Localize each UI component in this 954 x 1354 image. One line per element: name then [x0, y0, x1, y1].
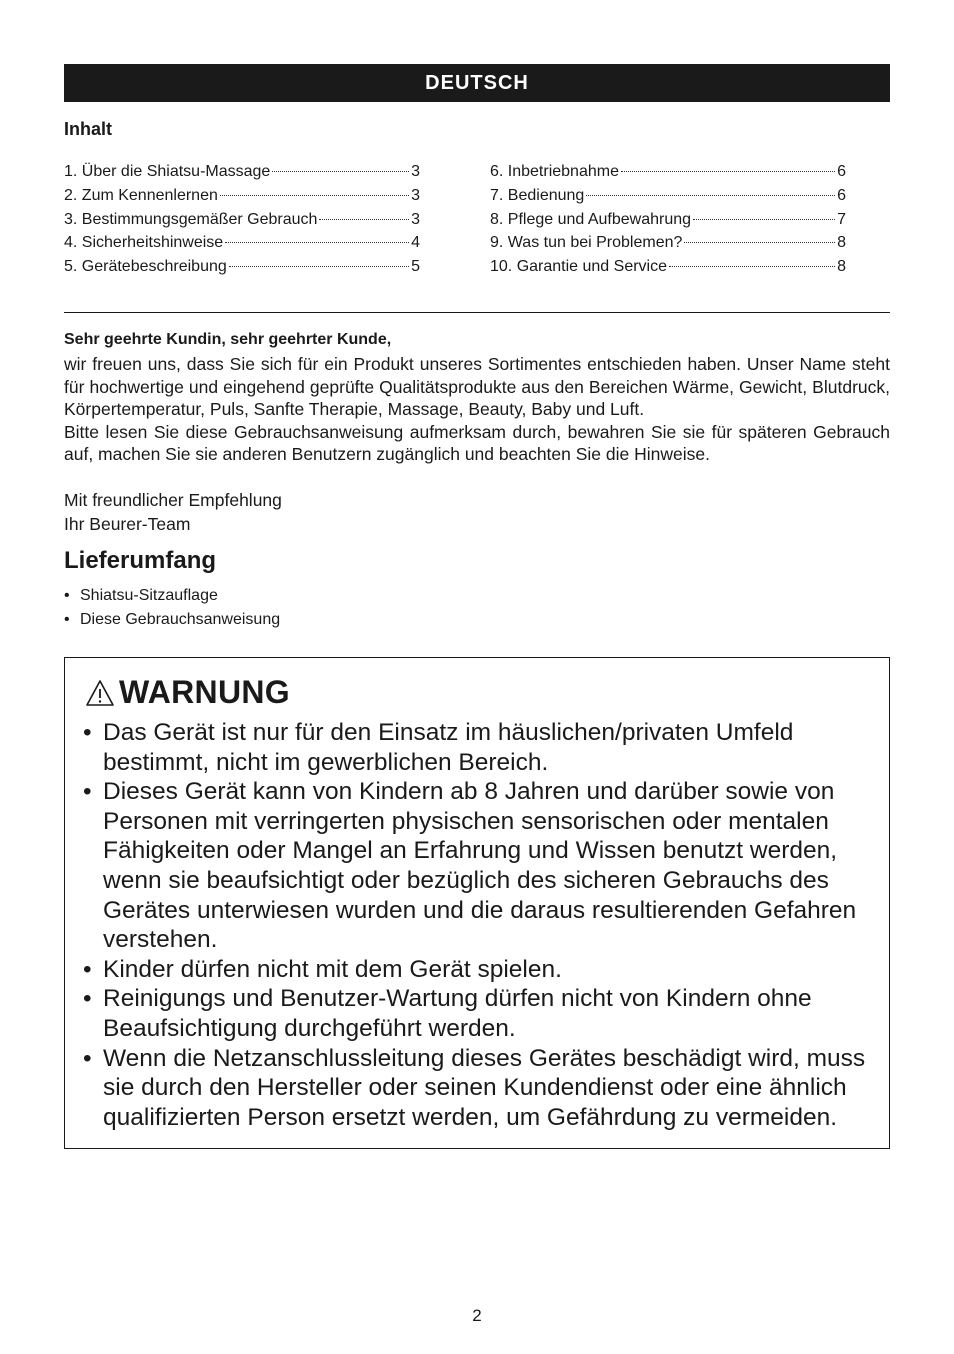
- toc-leader: [586, 195, 835, 196]
- toc-entry[interactable]: [490, 160, 846, 184]
- delivery-heading: Lieferumfang: [64, 547, 217, 574]
- toc-right-column: [490, 160, 846, 279]
- toc-leader: [229, 266, 409, 267]
- toc-entry-label: 8. Pflege und Aufbewahrung: [490, 210, 692, 228]
- toc-entry[interactable]: [490, 231, 846, 255]
- toc-leader: [684, 242, 835, 243]
- list-item-text: Reinigungs und Benutzer-Wartung dürfen nicht von Kindern ohne Beaufsichtigung durchgeführt werden.: [103, 985, 812, 1042]
- bullet: •: [64, 587, 70, 604]
- toc-entry-page: 6: [837, 186, 846, 204]
- intro-paragraph: wir freuen uns, dass Sie sich für ein Produkt unseres Sortimentes entschieden haben. Unser Name steht für hochwertige und eingehend geprüfte Qualitätsprodukte aus den Bereichen Wärme, Gewicht, Blutdruck, Körpertemperatur, Puls, Sanfte Therapie, Massage, Beauty, Baby und Luft.: [64, 354, 890, 420]
- toc-entry-label: 6. Inbetriebnahme: [490, 163, 619, 180]
- delivery-list: [64, 584, 280, 631]
- list-item: [83, 718, 873, 777]
- list-item: [64, 584, 280, 608]
- toc-entry[interactable]: [490, 255, 846, 279]
- toc-leader: [220, 195, 409, 196]
- list-item-text: Diese Gebrauchsanweisung: [80, 610, 281, 628]
- toc-entry[interactable]: [64, 231, 420, 255]
- toc-entry-page: 7: [837, 210, 846, 228]
- list-item-text: Kinder dürfen nicht mit dem Gerät spielen.: [103, 955, 562, 983]
- toc-entry-label: 3. Bestimmungsgemäßer Gebrauch: [64, 210, 318, 228]
- toc-entry-label: 9. Was tun bei Problemen?: [490, 234, 683, 252]
- toc-leader: [272, 171, 409, 172]
- list-item: [83, 1044, 873, 1133]
- toc-leader: [693, 219, 835, 220]
- toc-entry-label: 4. Sicherheitshinweise: [64, 234, 224, 252]
- toc-entry-page: 6: [837, 163, 846, 180]
- closing-signature: Ihr Beurer-Team: [64, 513, 191, 534]
- toc-entry-label: 2. Zum Kennenlernen: [64, 186, 218, 204]
- section-divider: [64, 312, 890, 313]
- list-item: [64, 608, 280, 632]
- warning-list: [83, 718, 873, 1132]
- bullet: •: [64, 610, 70, 628]
- toc-entry-page: 3: [411, 163, 420, 180]
- toc-leader: [621, 171, 835, 172]
- warning-title-text: WARNUNG: [119, 674, 290, 710]
- toc-entry[interactable]: [64, 208, 420, 232]
- bullet: •: [83, 955, 92, 983]
- closing: [64, 489, 282, 536]
- list-item-text: Wenn die Netzanschlussleitung dieses Gerätes beschädigt wird, muss sie durch den Hersteller oder seinen Kundendienst oder eine ähnlich qualifizierten Person ersetzt werden, um Gefährdung zu vermeiden.: [103, 1044, 866, 1131]
- toc-entry[interactable]: [64, 160, 420, 184]
- list-item: [83, 777, 873, 955]
- bullet: •: [83, 719, 92, 746]
- toc-entry-page: 8: [837, 234, 846, 252]
- toc-entry-page: 4: [411, 234, 420, 252]
- bullet: •: [83, 1044, 92, 1072]
- intro-text: [64, 353, 890, 466]
- toc-heading: Inhalt: [64, 119, 112, 139]
- page-number: 2: [472, 1306, 482, 1325]
- closing-line: Mit freundlicher Empfehlung: [64, 490, 282, 510]
- toc-entry-label: 1. Über die Shiatsu-Massage: [64, 163, 271, 180]
- bullet: •: [83, 778, 92, 806]
- intro-paragraph: Bitte lesen Sie diese Gebrauchsanweisung aufmerksam durch, bewahren Sie sie für späteren Gebrauch auf, machen Sie sie anderen Benutzern zugänglich und beachten Sie die Hinweise.: [64, 421, 890, 465]
- toc-leader: [225, 242, 409, 243]
- warning-triangle-icon: [85, 679, 115, 707]
- toc-left-column: [64, 160, 420, 279]
- toc-entry-label: 5. Gerätebeschreibung: [64, 258, 227, 276]
- toc-entry-page: 8: [837, 258, 846, 276]
- toc-entry-page: 5: [411, 258, 420, 276]
- salutation: Sehr geehrte Kundin, sehr geehrter Kunde,: [64, 331, 392, 348]
- toc-entry-page: 3: [411, 186, 420, 204]
- toc-leader: [319, 219, 409, 220]
- toc-entry-label: 10. Garantie und Service: [490, 258, 667, 276]
- warning-title: [85, 674, 290, 711]
- list-item: [83, 955, 873, 985]
- list-item-text: Dieses Gerät kann von Kindern ab 8 Jahren und darüber sowie von Personen mit verringerten physischen sensorischen oder mentalen Fähigkeiten oder Mangel an Erfahrung und Wissen benutzt werden, wenn sie beaufsichtigt oder bezüglich des sicheren Gebrauchs des Gerätes unterwiesen wurden und die daraus resultierenden Gefahren verstehen.: [103, 778, 857, 954]
- list-item-text: Shiatsu-Sitzauflage: [80, 587, 218, 604]
- language-header: DEUTSCH: [64, 64, 890, 102]
- bullet: •: [83, 985, 92, 1013]
- toc-entry-label: 7. Bedienung: [490, 186, 585, 204]
- toc-entry[interactable]: [64, 255, 420, 279]
- list-item-text: Das Gerät ist nur für den Einsatz im häuslichen/privaten Umfeld bestimmt, nicht im gewerblichen Bereich.: [103, 719, 794, 776]
- toc-leader: [669, 266, 835, 267]
- toc-entry[interactable]: [490, 184, 846, 208]
- toc-entry-page: 3: [411, 210, 420, 228]
- toc-entry[interactable]: [490, 208, 846, 232]
- warning-box: [64, 657, 890, 1149]
- toc-entry[interactable]: [64, 184, 420, 208]
- list-item: [83, 984, 873, 1043]
